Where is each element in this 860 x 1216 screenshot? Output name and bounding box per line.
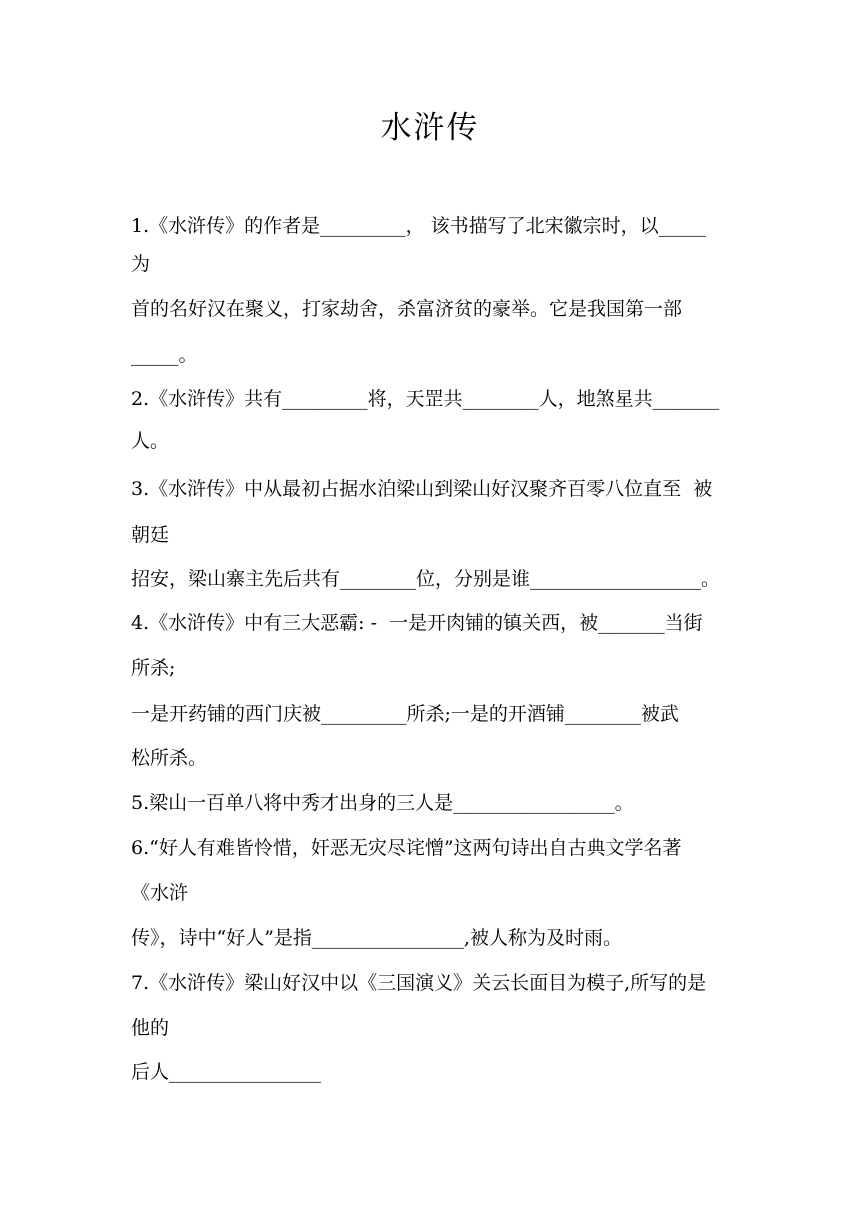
question-5-line-1: 5.梁山一百单八将中秀才出身的三人是_________________。 [131,792,634,814]
question-2-line-1: 2.《水浒传》共有_________将，天罡共________人，地煞星共_______ [131,388,720,410]
question-7-line-1: 7.《水浒传》梁山好汉中以《三国演义》关云长面目为模子,所写的是 [131,972,707,994]
page-title: 水浒传 [380,110,480,146]
question-3-line-1: 3.《水浒传》中从最初占据水泊梁山到梁山好汉聚齐百零八位直至 被 [131,478,713,500]
question-6-line-3: 传》，诗中“好人”是指________________,被人称为及时雨。 [131,927,622,949]
question-1-line-1: 1.《水浒传》的作者是_________， 该书描写了北宋徽宗时，以_____ [131,215,707,237]
question-1-line-4: _____。 [131,344,198,366]
question-7-line-2: 他的 [131,1017,170,1039]
question-6-line-1: 6.“好人有难皆怜惜，奸恶无灾尽诧憎”这两句诗出自古典文学名著 [131,837,682,859]
question-1-line-2: 为 [131,253,151,275]
question-4-line-2: 所杀; [131,657,176,679]
question-2-line-2: 人。 [131,430,170,452]
question-3-line-2: 朝廷 [131,524,170,546]
question-4-line-4: 松所杀。 [131,747,208,769]
question-7-line-3: 后人________________ [131,1061,322,1083]
question-6-line-2: 《水浒 [131,882,189,904]
question-4-line-3: 一是开药铺的西门庆被_________所杀;一是的开酒铺________被武 [131,703,679,725]
question-1-line-3: 首的名好汉在聚义，打家劫舍，杀富济贫的豪举。它是我国第一部 [131,298,683,320]
question-3-line-3: 招安，梁山寨主先后共有________位，分别是谁__________________。 [131,568,721,590]
question-4-line-1: 4.《水浒传》中有三大恶霸: - 一是开肉铺的镇关西，被_______当街 [131,612,703,634]
